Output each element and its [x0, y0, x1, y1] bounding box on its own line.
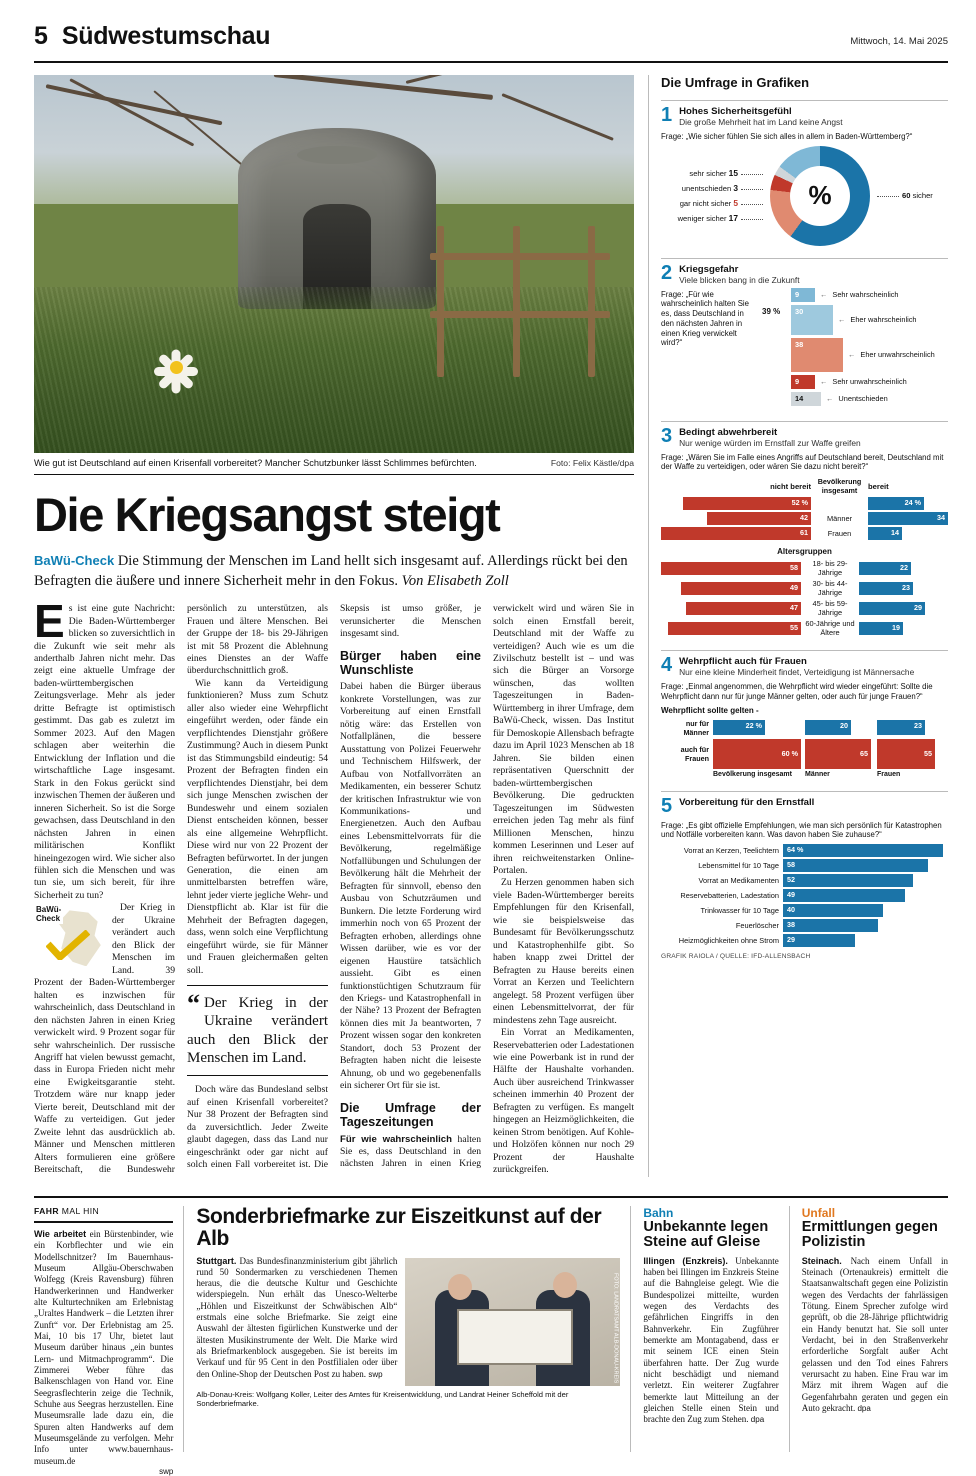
story-photo — [405, 1258, 620, 1386]
photo-caption: Alb-Donau-Kreis: Wolfgang Koller, Leiter des Amtes für Kreisentwicklung, und Landrat Heiner Scheffold mit der Sonderbriefmarke. — [196, 1389, 569, 1408]
group-label: Bevölkerung insgesamt — [713, 770, 792, 778]
bar-value: 64 % — [787, 845, 804, 855]
photo-credit: Foto: Felix Kästle/dpa — [550, 458, 634, 468]
bar-value: 55 — [790, 622, 798, 632]
bar-value: 30 — [795, 306, 804, 316]
table-row — [661, 578, 948, 598]
subhead-wunschliste: Bürger haben eine Wunschliste — [340, 648, 481, 677]
table-row — [661, 618, 948, 638]
photo-caption: Wie gut ist Deutschland auf einen Krisenfall vorbereitet? Mancher Schutzbunker lässt Schlimmes befürchten. — [34, 458, 477, 468]
body-text: ein Bürstenbinder, wie ein Korbflechter und wie ein Modellschnitzer? Im Bauernhaus-Museum Allgäu-Oberschwaben Wolfegg (Kreis Ravensburg) führen Handwerkerinnen und Handwerker alte Kulturtechniken am Erlebnistag „Uraltes Handwerk – die Letzten ihrer Zunft“ vor. Der Erlebnistag am 25. Mai, 10 bis 17 Uhr, bietet laut Museum darüber hinaus „ein buntes Lern- und Mitmachprogramm“. Die Zimmerei Weber führe das Balkenschlagen von Hand vor. Eine Seegrasflechterin zeige die Technik, Schuhe aus Seegras herzustellen. Eine Museumsralle lade dazu ein, die Spuren alten Handwerks auf dem Museumsgelände zu verfolgen. Mehr Info unter www.bauernhaus-museum.de — [34, 1229, 174, 1466]
article-kicker: BaWü-Check — [34, 553, 115, 568]
bar-value: 40 — [787, 905, 795, 915]
article-paragraph: Dabei haben die Bürger überaus konkrete Vorstellungen, was zur Vorbereitung auf einen Ernstfall nötig wäre: das Erstellen von Notfallplänen, die bessere Ausstattung von Polizei Feuerwehr und Technischem Hilfswerk, der Aufbau von Notfallvorräten an Medikamenten, ein besserer Schutz der kritischen Infrastruktur wie von Kommunikations- und Energienetzen. Auch den Aufbau eines Lebensmittelvorrats für die Bevölkerung, regelmäßige Notfallübungen und Schulungen der Bevölkerung hält die Mehrheit der Befragten für sinnvoll, ebenso den Ausbau von Schutzräumen und Bunkern. Die letzte Forderung wird immerhin noch von 65 Prozent der Befragten erhoben, allerdings ohne Wissen darüber, wie es vor der eigenen Haustüre tatsächlich aussieht. Gibt es einen funktionstüchtigen Schutzraum für den Kriegs- und Katastrophenfall in der Nähe? 13 Prozent der Befragten können dies mit Ja beantworten, 7 Prozent wissen sogar den konkreten Standort, doch 53 Prozent der Befragten haben nicht die leiseste Ahnung, ob und wo gegebenenfalls ein sicherer Ort für sie ist. — [340, 681, 481, 1092]
donut-left-labels — [661, 163, 766, 228]
bottom-col-unfall — [802, 1206, 948, 1452]
chart-number: 2 — [661, 261, 673, 284]
bar-value: 38 — [787, 920, 795, 930]
bar-value: 22 — [900, 562, 908, 572]
article-headline: Die Kriegsangst steigt — [34, 488, 500, 541]
article-paragraph: Wie kann da Verteidigung funktionieren? Muss zum Schutz aller also wieder eine Wehrpflicht eingeführt werden, oder fände ein verpflichtendes Dienstjahr größere Zustimmung? Auch in diesem Punkt ist das Stimmungsbild eindeutig: 54 Prozent der Befragten finden ein verpflichtendes Dienstjahr, bei dem sich junge Menschen zwischen der Bundeswehr und einem sozialen Dienst entscheiden können, besser als eine allgemeine Wehrpflicht. Diese wird nur von 22 Prozent der Befragten befürwortet. In der jungen Generation, die einen am unmittelbarsten betreffen wäre, lehnt jeder vierte jegliche Wehr- und Dienstpflicht ab. Klar ist für die Mehrheit der Befragten dagegen, dass, wenn solch eine Verpflichtung eingeführt würde, sie für Männer und Frauen gleichermaßen gelten soll. — [187, 677, 328, 976]
bar-label: Vorrat an Kerzen, Teelichtern — [683, 846, 779, 856]
chart-2-kriegsgefahr: 2 Kriegsgefahr Viele blicken bang in die Zukunft Frage: „Für wie wahrscheinlich halten Sie es, dass Deutschland in den nächsten Jahren in einen Krieg verwickelt wird?“ 39 % 9 ← Sehr wahrscheinlich 30 ← Eher wahrscheinlich 38 ← Eher unwahrscheinlich 9 ← Sehr unwahrscheinlich 14 ← Unentschieden — [661, 258, 948, 409]
byline-sign: swp — [368, 1369, 383, 1379]
byline-sign: dpa — [857, 1403, 871, 1413]
bar-label: Vorrat an Medikamenten — [698, 876, 779, 886]
bar-label: Heizmöglichkeiten ohne Strom — [678, 936, 779, 946]
donut-label: weniger sicher — [677, 214, 727, 224]
donut-right-labels — [874, 191, 933, 200]
chart-title: Wehrpflicht auch für Frauen — [679, 656, 807, 668]
column-body — [643, 1256, 778, 1426]
story-title: Unbekannte legen Steine auf Gleise — [643, 1219, 769, 1251]
chart-number: 5 — [661, 794, 673, 817]
bar-row — [661, 874, 948, 887]
row-label: auch für Frauen — [680, 744, 709, 763]
bar-value: 23 — [914, 721, 922, 731]
donut-center-label: % — [790, 166, 850, 226]
box-title: Die Umfrage der Tageszeitungen — [340, 1100, 481, 1130]
bar-value: 58 — [790, 562, 798, 572]
bar-row — [661, 859, 948, 872]
group-label: Frauen — [877, 770, 901, 778]
bar-value: 29 — [787, 935, 795, 945]
bar-label: Unentschieden — [838, 394, 888, 404]
bar-value: 38 — [795, 339, 804, 349]
issue-date: Mittwoch, 14. Mai 2025 — [850, 36, 948, 47]
charts-header: Die Umfrage in Grafiken — [661, 75, 810, 90]
bar-value: 55 — [924, 748, 932, 758]
donut-value: 5 — [733, 198, 738, 209]
chart-question: Frage: „Für wie wahrscheinlich halten Sie es, dass Deutschland in den nächsten Jahren in einen Krieg verwickelt wird?“ — [661, 289, 749, 348]
bottom-col-briefmarke — [196, 1206, 631, 1452]
lead-in: Stuttgart. — [196, 1255, 237, 1266]
col-header-left: nicht bereit — [770, 481, 811, 491]
chart-legend: Wehrpflicht sollte gelten - — [661, 705, 759, 715]
row-label: 60-Jährige und Ältere — [805, 619, 855, 638]
bar-row — [661, 889, 948, 902]
age-group-table — [661, 558, 948, 638]
bar-value: 60 % — [781, 748, 798, 758]
bar-label: Trinkwasser für 10 Tage — [700, 906, 779, 916]
column-kicker: Unfall — [801, 1206, 836, 1220]
chart-3-abwehrbereit — [661, 421, 948, 638]
donut-label: sicher — [912, 191, 933, 201]
abwehr-table — [661, 476, 948, 541]
chart-number: 4 — [661, 654, 673, 677]
chart-title: Vorbereitung für den Ernstfall — [679, 796, 815, 808]
bar-value: 29 — [914, 602, 922, 612]
chart-question: Frage: „Es gibt offizielle Empfehlungen, wie man sich persönlich für Katastrophen und Notfälle vorbereiten kann. Was davon haben Sie zuhause?“ — [661, 820, 942, 840]
kicker-rest: MAL HIN — [59, 1206, 100, 1216]
table-row — [661, 526, 948, 541]
bar-value: 14 — [891, 528, 899, 538]
article-paragraph: Ein Vorrat an Medikamenten, Reservebatterien oder Ladestationen wie eine Powerbank ist in rund der Hälfte der Haushalte vorhanden. Auch über ausreichend Trinkwasser scheinen immerhin 40 Prozent der Befragten zu verfügen. Es mangelt hingegen an Heizmöglichkeiten, die keinen Strom benötigen. Auf Kohle- und Holzöfen können nur noch 29 Prozent der Haushalte zurückgreifen. — [493, 1027, 634, 1176]
chart-total-label: 39 % — [762, 306, 781, 316]
bar-value: 9 — [795, 289, 800, 299]
article-paragraph: Doch wäre das Bundesland selbst auf einen Krisenfall vorbereitet? Nur 38 Prozent der Befragten sind da zuversichtlich. Jeder Zweite glaubt dagegen, dass das Land nur eingeschränkt oder gar nicht auf solch einen Fall vorbereitet ist. Die Skepsis ist umso größer, je verunsicherter die Menschen insgesamt sind. — [187, 603, 481, 1171]
section-title: Südwestumschau — [61, 22, 271, 50]
chart-subtitle: Nur eine kleine Minderheit findet, Verteidigung ist Männersache — [679, 667, 915, 678]
donut-value: 60 — [902, 191, 911, 201]
standfirst-text: Die Stimmung der Menschen im Land hellt sich insgesamt auf. Allerdings rückt bei den Befragten die äußere und innere Sicherheit mehr in den Fokus. — [34, 553, 628, 589]
bar-label: Feuerlöscher — [735, 921, 779, 931]
bar-value: 49 — [790, 582, 798, 592]
byline-sign: swp — [159, 1466, 174, 1476]
row-label: 30- bis 44-Jährige — [812, 579, 848, 598]
column-body — [196, 1256, 397, 1381]
bar-value: 42 — [800, 513, 808, 523]
bar-label: Sehr unwahrscheinlich — [832, 377, 907, 387]
col-header-right: bereit — [868, 481, 889, 491]
bunker-shape — [238, 128, 436, 309]
donut-label: unentschieden — [681, 184, 732, 194]
chart-subtitle: Nur wenige würden im Ernstfall zur Waffe greifen — [679, 437, 861, 448]
lead-in: Steinach. — [801, 1255, 842, 1266]
masthead — [34, 22, 948, 63]
article-body — [34, 595, 634, 1177]
donut-value: 15 — [728, 168, 738, 179]
story-title: Sonderbriefmarke zur Eiszeitkunst auf der Alb — [196, 1205, 602, 1251]
row-label: 45- bis 59-Jährige — [812, 599, 848, 618]
lead-in: Wie arbeitet — [34, 1229, 87, 1239]
article-standfirst — [34, 552, 634, 591]
col-header-mid: Bevölkerung insgesamt — [817, 477, 862, 496]
pull-quote — [187, 985, 328, 1076]
info-box-lead: Für wie wahrscheinlich — [340, 1133, 452, 1145]
body-grid — [34, 75, 948, 1177]
bar-value: 34 — [937, 513, 945, 523]
bar-label: Eher unwahrscheinlich — [860, 350, 935, 360]
chart-question: Frage: „Wie sicher fühlen Sie sich alles in allem in Baden-Württemberg?“ — [661, 132, 913, 141]
table-row — [661, 718, 948, 738]
chart-question: Frage: „Einmal angenommen, die Wehrpflicht wird wieder eingeführt: Sollte die Wehrpflicht dann nur für junge Männer gelten, oder auch für junge Frauen?“ — [661, 682, 933, 701]
article-paragraph: Zu Herzen genommen haben sich viele Baden-Württemberger bereits Empfehlungen für den Krisenfall, wie sie beispielsweise das Bundesamt für Bevölkerungsschutz und Katastrophenhilfe gibt. So haben knapp zwei Drittel der Befragten zu Hause bereits einen Vorrat an Kerzen und Teelichtern angelegt. 58 Prozent verfügen über einen Lebensmittelvorrat, der für mindestens zehn Tage ausreicht. — [493, 877, 634, 1026]
bar-value: 20 — [840, 721, 848, 731]
chart-4-wehrpflicht — [661, 650, 948, 778]
photo-caption-row — [34, 453, 634, 475]
chart-source: GRAFIK RAIOLA / QUELLE: IFD-ALLENSBACH — [661, 953, 811, 961]
byline-sign: dpa — [750, 1415, 765, 1425]
bottom-col-fahrmalhin — [34, 1206, 184, 1476]
bar-row — [661, 934, 948, 947]
body-text: Nach einem Unfall in Steinach (Ortenaukreis) ermittelt die Staatsanwaltschaft gegen eine Polizistin wegen des Verdachts der fahrlässigen Tötung. Einem Sprecher zufolge wird geprüft, ob die 28-Jährige pflichtwidrig ein Handy benutzt hat. Sie soll unter Verdacht, bei in den Straßenverkehr erforderliche Sorgfalt außer Acht gelassen und den Tod eines Fahrers verursacht zu haben. Eine Frau war im März mit ihrem Wagen auf die Gegenfahrbahn geraten und gegen ein Auto gekracht. — [801, 1255, 948, 1413]
quote-mark-icon: “ — [187, 989, 200, 1019]
bar-label: Sehr wahrscheinlich — [832, 290, 899, 300]
table-row — [661, 598, 948, 618]
bar-value: 14 — [795, 393, 804, 403]
kicker-bold: FAHR — [34, 1206, 59, 1216]
check-mark-icon — [46, 930, 90, 960]
wehrpflicht-table — [661, 718, 948, 779]
article-paragraph: Es ist eine gute Nachricht: Die Baden-Württemberger blicken so zuversichtlich in die Zukunft wie seit mehr als anderthalb Jahren nicht mehr. Das zeigt eine aktuelle Umfrage der baden-württembergischen Zeitungsverlage. Mehr als jeder dritte Befragte ist optimistisch gestimmt. Das gab es zuletzt im Sommer 2023. Auf den Magen schlagen aber weiterhin die Entwicklung der Inflation und die wirtschaftliche Lage insgesamt. Stark in den Fokus gerückt sind inzwischen Themen der äußeren und inneren Sicherheit. So ist die Sorge gewachsen, dass Deutschland in den nächsten Jahren in einen militärischen Konflikt hineingezogen wird. Wie sicher also fühlen sich die Menschen und was tun sie, um sich bereit, für ihre Sicherheit zu tun? — [34, 595, 176, 901]
chart-title: Hohes Sicherheitsgefühl — [679, 106, 792, 117]
table-row — [661, 511, 948, 526]
group-label: Männer — [805, 770, 830, 778]
article-paragraph: Der Krieg in der Ukraine verändert auch den Blick der Menschen im Land. 39 Prozent der Baden-Württemberger halten es inzwischen für wahrscheinlich, dass Deutschland in den nächsten Jahren in einen Krieg verwickelt wird. 9 Prozent sogar für sehr wahrscheinlich. Der russische Angriff hat vielen bewusst gemacht, dass in Europa Frieden nicht mehr eine Ewigkeitsgarantie steht. Trotzdem wäre nur knapp jeder Vierte bereit, Deutschland mit der Waffe zu verteidigen. Gut jeder Zweite lehnt das ausdrücklich ab. Männer und Menschen mittleren Alters formulieren eine größere Bereitschaft, die Bundeswehr persönlich zu unterstützen, als Frauen und ältere Menschen. Bei der Gruppe der 18- bis 29-Jährigen ist mit 58 Prozent die Ablehnung eines Dienstes an der Waffe überdurchschnittlich groß. — [34, 603, 328, 1176]
bottom-col-bahn — [643, 1206, 789, 1452]
chart-subtitle: Viele blicken bang in die Zukunft — [679, 274, 800, 285]
bar-value: 22 % — [745, 721, 762, 731]
bar-value: 61 — [800, 528, 808, 538]
chart-question: Frage: „Wären Sie im Falle eines Angriffs auf Deutschland bereit, Deutschland mit der Waffe zu verteidigen, oder wären Sie dazu nicht bereit?“ — [661, 452, 944, 472]
bar-value: 49 — [787, 890, 795, 900]
lead-in: Illingen (Enzkreis). — [643, 1255, 728, 1266]
article-byline: Von Elisabeth Zoll — [401, 572, 509, 589]
chart-number: 3 — [661, 424, 673, 447]
row-label: 18- bis 29-Jährige — [812, 559, 848, 578]
row-label: Frauen — [827, 529, 852, 539]
story-title: Ermittlungen gegen Polizistin — [801, 1219, 938, 1251]
chart-5-vorbereitung — [661, 791, 948, 960]
bar-value: 23 — [902, 582, 910, 592]
bawue-check-badge: BaWü- Check — [34, 904, 106, 966]
masthead-left — [34, 22, 270, 51]
left-column — [34, 75, 634, 1177]
donut-chart — [770, 146, 870, 246]
bar-value: 19 — [892, 622, 900, 632]
bar-row — [661, 919, 948, 932]
photo-credit: FOTO: LANDRATSAMT ALB-DONAU-KREIS — [612, 1273, 619, 1384]
info-box-body: halten Sie es, dass Deutschland in den nächsten Jahren in einen Krieg verwickelt wird und wären Sie in solch einen Ernstfall bereit, Deutschland mit der Waffe zu verteidigen? Auch wie es um die Zivilschutz bestellt ist – und was sich die Bürger an Vorsorge wünschen, das wollten Tageszeitungen in Baden-Württemberg in ihrer Umfrage, dem BaWü-Check, wissen. Das Institut für Demoskopie Allensbach befragte dazu im April 1023 Menschen ab 18 Jahren. Sie bilden einen repräsentativen Querschnitt der baden-württembergischen Bevölkerung. Die gedruckten Tageszeitungen im Südwesten erreichen jeden Tag mehr als fünf Millionen Menschen, hinzu kommen Leserinnen und Leser auf ihren reichweitenstarken Online-Portalen. — [340, 603, 634, 1170]
column-kicker: Bahn — [643, 1206, 674, 1220]
charts-column — [648, 75, 948, 1177]
donut-label: sehr sicher — [689, 169, 727, 179]
bar-label: Eher wahrscheinlich — [850, 315, 917, 325]
bar-value: 58 — [787, 860, 795, 870]
page-number: 5 — [34, 22, 48, 50]
column-kicker — [34, 1206, 173, 1216]
column-body — [802, 1256, 948, 1415]
row-label: nur für Männer — [683, 718, 709, 737]
lead-photo — [34, 75, 634, 453]
column-body — [34, 1229, 173, 1467]
bar-label: Lebensmittel für 10 Tage — [698, 861, 779, 871]
bar-row — [661, 904, 948, 917]
chart-title: Kriegsgefahr — [679, 263, 739, 275]
body-text: Unbekannte haben bei Illingen im Enzkreis Steine auf die Bahngleise gelegt. Wie die Bundespolizei mitteilte, wurden wegen des Verdachts des gefährlichen Eingriffs in den Bahnverkehr. Ein Zugführer bemerkte am Montagabend, dass er mit seinem ICE einen Stein überfahren hatte. Der Zug wurde nicht beschädigt und niemand verletzt. Ein weiterer Zugfahrer bemerkte laut Mitteilung an der gleichen Stelle einen Stein und brachte den Zug zum Stehen. — [643, 1255, 779, 1425]
bottom-strip — [34, 1196, 948, 1476]
pull-quote-text: Der Krieg in der Ukraine verändert auch den Blick der Menschen im Land. — [187, 995, 328, 1067]
bar-value: 47 — [790, 602, 798, 612]
chart-1-sicherheitsgefuehl — [661, 100, 948, 246]
row-label: Männer — [826, 514, 853, 524]
chart-number: 1 — [661, 104, 673, 126]
wooden-fence — [430, 226, 610, 377]
bar-row — [661, 844, 948, 857]
daisy-flower — [154, 345, 198, 389]
bar-value: 52 % — [791, 498, 808, 508]
bar-value: 65 — [860, 748, 868, 758]
table-row — [661, 558, 948, 578]
chart-title: Bedingt abwehrbereit — [679, 426, 778, 438]
bar-value: 24 % — [904, 498, 921, 508]
donut-label: gar nicht sicher — [679, 199, 732, 209]
body-text: Das Bundesfinanzministerium gibt jährlich rund 50 Sondermarken zu verschiedenen Themen heraus, die die deutsche Kultur und Geschichte widerspiegeln. Nun erhält das Unesco-Welterbe „Höhlen und Eiszeitkunst der Schwäbischen Alb“ erstmals eine solche Briefmarke. Sie zeigt eine Auswahl der ältesten figürlichen Kunstwerke und der ältesten Musikinstrumente der Welt. Die Marke wird als Briefmarkenblock ausgegeben. Sie ist bereits im Verkauf und für 95 Cent in den Postfilialen oder über den Online-Shop der Deutschen Post zu haben. — [196, 1255, 398, 1379]
table-row — [661, 738, 948, 770]
bar-value: 9 — [795, 376, 800, 386]
chart-subtitle: Die große Mehrheit hat im Land keine Angst — [679, 117, 843, 127]
bar-value: 52 — [787, 875, 795, 885]
table-row — [661, 496, 948, 511]
donut-value: 3 — [733, 183, 738, 194]
donut-value: 17 — [728, 213, 738, 224]
bar-label: Reservebatterien, Ladestation — [680, 891, 779, 901]
age-group-title: Altersgruppen — [777, 547, 832, 557]
